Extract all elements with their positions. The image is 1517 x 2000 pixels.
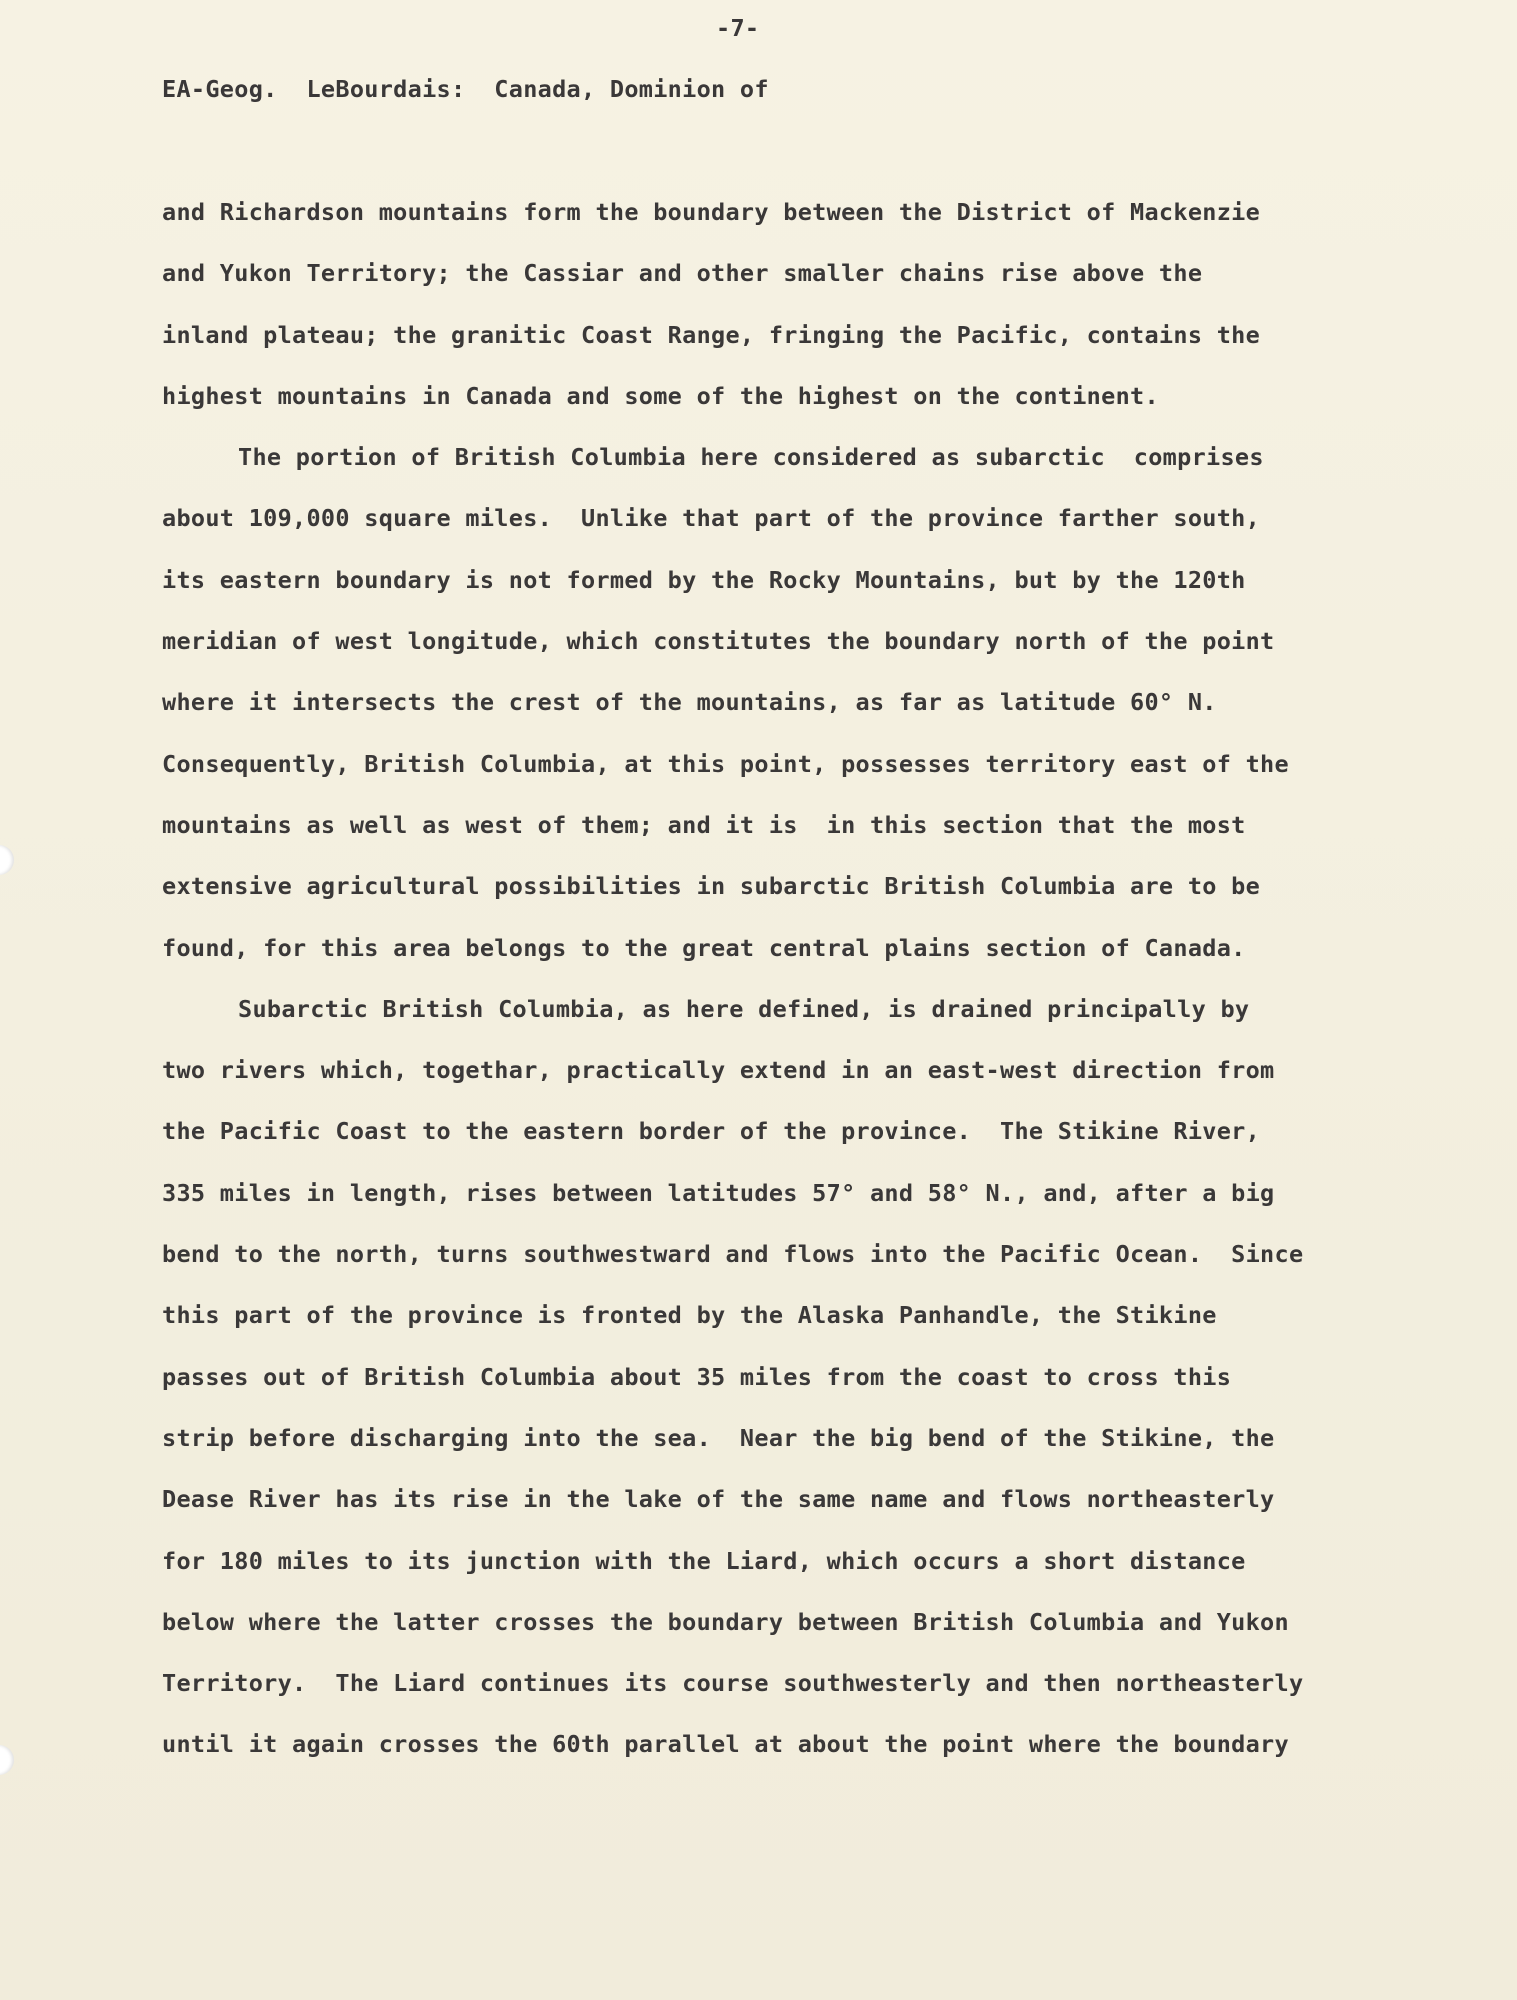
text-line: strip before discharging into the sea. Near the big bend of the Stikine, the <box>162 1423 1275 1452</box>
punch-hole <box>0 845 14 875</box>
text-line: the Pacific Coast to the eastern border of the province. The Stikine River, <box>162 1117 1261 1146</box>
page-number: -7- <box>716 14 760 42</box>
text-line: about 109,000 square miles. Unlike that part of the province farther south, <box>162 504 1261 533</box>
text-line: two rivers which, togethar, practically extend in an east-west direction from <box>162 1056 1275 1085</box>
text-line: passes out of British Columbia about 35 miles from the coast to cross this <box>162 1362 1232 1391</box>
text-line: until it again crosses the 60th parallel at about the point where the boundary <box>162 1730 1289 1759</box>
text-line: found, for this area belongs to the great central plains section of Canada. <box>162 933 1246 962</box>
text-line: for 180 miles to its junction with the Liard, which occurs a short distance <box>162 1546 1246 1575</box>
text-line: mountains as well as west of them; and it is in this section that the most <box>162 810 1246 839</box>
text-line: bend to the north, turns southwestward and flows into the Pacific Ocean. Since <box>162 1240 1304 1269</box>
punch-hole <box>0 1745 14 1775</box>
text-line: extensive agricultural possibilities in subarctic British Columbia are to be <box>162 872 1261 901</box>
text-line: and Richardson mountains form the boundary between the District of Mackenzie <box>162 198 1261 226</box>
text-line: 335 miles in length, rises between latitudes 57° and 58° N., and, after a big <box>162 1178 1275 1207</box>
text-line: Consequently, British Columbia, at this point, possesses territory east of the <box>162 749 1289 778</box>
text-line: and Yukon Territory; the Cassiar and other smaller chains rise above the <box>162 259 1203 288</box>
paragraph-start-line: Subarctic British Columbia, as here defined, is drained principally by <box>238 994 1250 1023</box>
body-text <box>162 192 1382 1786</box>
text-line: below where the latter crosses the boundary between British Columbia and Yukon <box>162 1607 1289 1636</box>
text-line: this part of the province is fronted by the Alaska Panhandle, the Stikine <box>162 1301 1217 1330</box>
text-line: where it intersects the crest of the mountains, as far as latitude 60° N. <box>162 688 1217 717</box>
text-line: highest mountains in Canada and some of the highest on the continent. <box>162 381 1159 410</box>
document-header: EA-Geog. LeBourdais: Canada, Dominion of <box>162 75 769 103</box>
text-line: meridian of west longitude, which constitutes the boundary north of the point <box>162 627 1275 656</box>
paragraph-start-line: The portion of British Columbia here considered as subarctic comprises <box>238 443 1264 472</box>
text-line: inland plateau; the granitic Coast Range, fringing the Pacific, contains the <box>162 320 1261 349</box>
text-line: its eastern boundary is not formed by the Rocky Mountains, but by the 120th <box>162 565 1246 594</box>
text-line: Dease River has its rise in the lake of the same name and flows northeasterly <box>162 1485 1275 1514</box>
text-line: Territory. The Liard continues its course southwesterly and then northeasterly <box>162 1669 1304 1698</box>
